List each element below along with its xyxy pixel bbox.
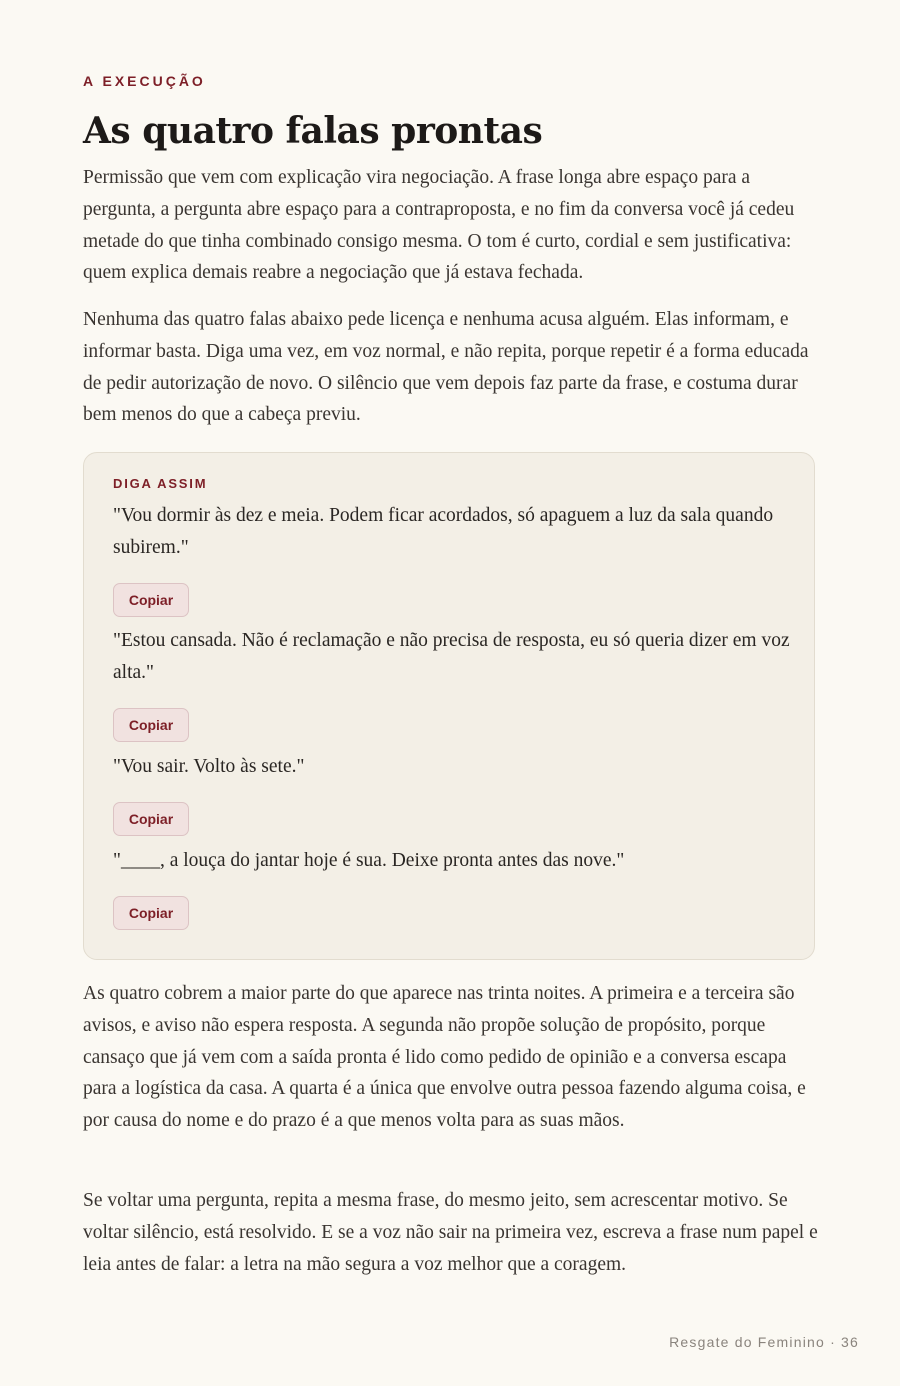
page-title: As quatro falas prontas <box>83 110 543 152</box>
phrase-3: "Vou sair. Volto às sete." <box>113 756 305 777</box>
copy-button-1[interactable]: Copiar <box>113 583 189 617</box>
body-paragraph-4: Se voltar uma pergunta, repita a mesma frase, do mesmo jeito, sem acrescentar motivo. Se voltar silêncio, está resolvido. E se a voz não sair na primeira vez, escreva a frase num papel e leia antes de falar: a letra na mão segura a voz melhor que a coragem. <box>83 1190 818 1275</box>
copy-button-3[interactable]: Copiar <box>113 802 189 836</box>
phrase-4: "____, a louça do jantar hoje é sua. Deixe pronta antes das nove." <box>113 850 625 871</box>
phrase-2: "Estou cansada. Não é reclamação e não precisa de resposta, eu só queria dizer em voz alta." <box>113 630 790 683</box>
body-paragraph-1: Permissão que vem com explicação vira negociação. A frase longa abre espaço para a pergunta, a pergunta abre espaço para a contraproposta, e no fim da conversa você já cedeu metade do que tinha combinado consigo mesma. O tom é curto, cordial e sem justificativa: quem explica demais reabre a negociação que já estava fechada. <box>83 167 795 284</box>
section-eyebrow: A EXECUÇÃO <box>83 73 206 89</box>
phrases-callout <box>83 452 815 960</box>
page-footer: Resgate do Feminino · 36 <box>669 1334 859 1350</box>
copy-button-2[interactable]: Copiar <box>113 708 189 742</box>
copy-button-4[interactable]: Copiar <box>113 896 189 930</box>
body-paragraph-3: As quatro cobrem a maior parte do que aparece nas trinta noites. A primeira e a terceira são avisos, e aviso não espera resposta. A segunda não propõe solução de propósito, porque cansaço que já vem com a saída pronta é lido como pedido de opinião e a conversa escapa para a logística da casa. A quarta é a única que envolve outra pessoa fazendo alguma coisa, e por causa do nome e do prazo é a que menos volta para as suas mãos. <box>83 983 806 1132</box>
phrase-1: "Vou dormir às dez e meia. Podem ficar acordados, só apaguem a luz da sala quando subirem." <box>113 505 774 558</box>
callout-label: DIGA ASSIM <box>113 476 208 491</box>
body-paragraph-2: Nenhuma das quatro falas abaixo pede licença e nenhuma acusa alguém. Elas informam, e informar basta. Diga uma vez, em voz normal, e não repita, porque repetir é a forma educada de pedir autorização de novo. O silêncio que vem depois faz parte da frase, e costuma durar bem menos do que a cabeça previu. <box>83 309 809 426</box>
